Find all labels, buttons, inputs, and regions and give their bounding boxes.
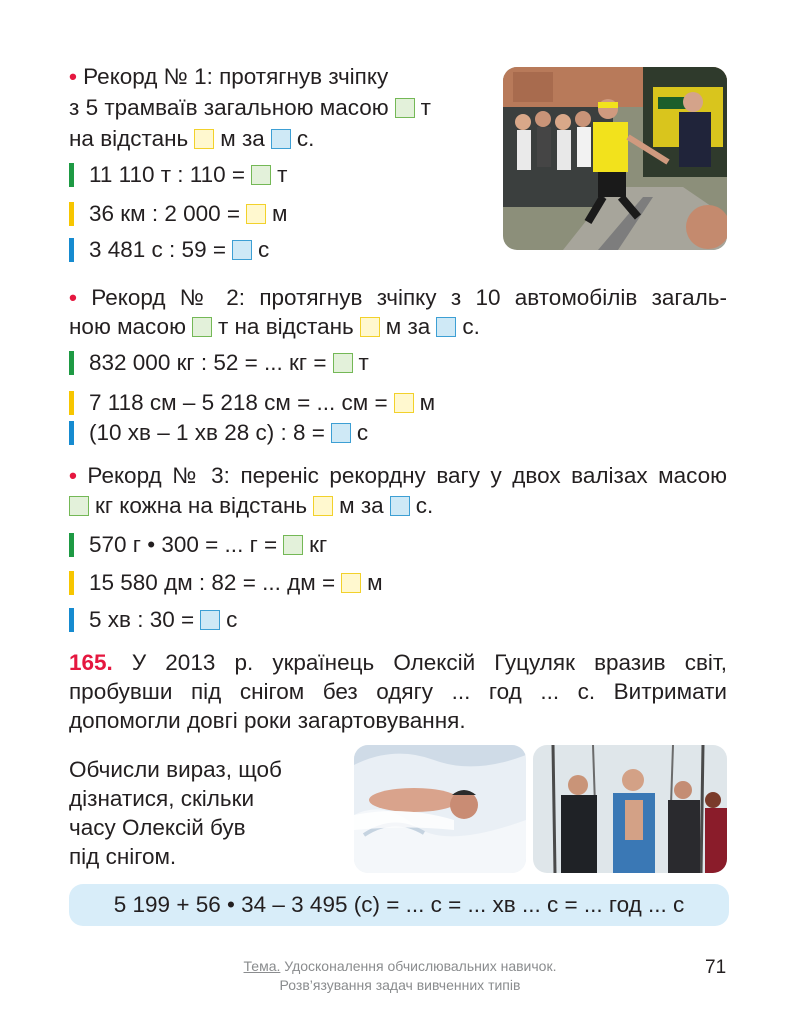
- task165-line1: 165. У 2013 р. українець Олексій Гуцуляк вразив світ,: [69, 650, 727, 675]
- record2-title: • Рекорд № 2: протягнув зчіпку з 10 автомобілів загаль-: [69, 285, 727, 310]
- green-marker-bar: [69, 533, 74, 557]
- snow-photo-illustration: [354, 745, 526, 873]
- answer-box-blue[interactable]: [232, 240, 252, 260]
- record1-title: • Рекорд № 1: протягнув зчіпку: [69, 64, 389, 89]
- record2-calc1: 832 000 кг : 52 = ... кг = т: [89, 350, 369, 375]
- answer-box-green[interactable]: [69, 496, 89, 516]
- record1-calc1: 11 110 т : 110 = т: [89, 162, 288, 187]
- page-number: 71: [705, 957, 727, 978]
- yellow-marker-bar: [69, 202, 74, 226]
- record1-line2: з 5 трамваїв загальною масою т: [69, 95, 431, 120]
- instruction-line3: часу Олексій був: [69, 815, 246, 840]
- bullet-icon: •: [69, 64, 77, 89]
- strongman-pulling-tram-photo: [503, 67, 727, 250]
- record2-line2: ною масою т на відстань м за с.: [69, 314, 480, 339]
- task-number: 165.: [69, 650, 113, 675]
- bullet-icon: •: [69, 285, 77, 310]
- answer-box-green[interactable]: [283, 535, 303, 555]
- instruction-line2: дізнатися, скільки: [69, 786, 255, 811]
- yellow-marker-bar: [69, 391, 74, 415]
- record3-calc3: 5 хв : 30 = с: [89, 607, 238, 632]
- record2-calc3: (10 хв – 1 хв 28 с) : 8 = с: [89, 420, 369, 445]
- instruction-line4: під снігом.: [69, 844, 177, 869]
- instruction-line1: Обчисли вираз, щоб: [69, 757, 282, 782]
- answer-box-blue[interactable]: [200, 610, 220, 630]
- answer-box-yellow[interactable]: [394, 393, 414, 413]
- answer-box-yellow[interactable]: [341, 573, 361, 593]
- answer-box-yellow[interactable]: [313, 496, 333, 516]
- footer-line2: Розв’язування задач вивченних типів: [279, 977, 521, 993]
- record1-calc3: 3 481 с : 59 = с: [89, 237, 270, 262]
- man-after-snow-crowd-photo: [533, 745, 727, 873]
- answer-box-yellow[interactable]: [360, 317, 380, 337]
- green-marker-bar: [69, 163, 74, 187]
- crowd-photo-illustration: [533, 745, 727, 873]
- record3-calc2: 15 580 дм : 82 = ... дм = м: [89, 570, 383, 595]
- record2-calc2: 7 118 см – 5 218 см = ... см = м: [89, 390, 436, 415]
- record3-line2: кг кожна на відстань м за с.: [63, 491, 433, 521]
- blue-marker-bar: [69, 421, 74, 445]
- record3-calc1: 570 г • 300 = ... г = кг: [89, 532, 328, 557]
- man-in-snow-photo: [354, 745, 526, 873]
- footer-line1: Тема. Удосконалення обчислювальних навичок.: [243, 958, 557, 974]
- blue-marker-bar: [69, 238, 74, 262]
- blue-marker-bar: [69, 608, 74, 632]
- answer-box-green[interactable]: [333, 353, 353, 373]
- footer-topic: [160, 957, 640, 995]
- record3-title: • Рекорд № 3: переніс рекордну вагу у двох валізах масою: [69, 463, 727, 488]
- bullet-icon: •: [69, 463, 77, 488]
- answer-box-blue[interactable]: [331, 423, 351, 443]
- record1-line3: на відстань м за с.: [69, 126, 315, 151]
- answer-box-green[interactable]: [192, 317, 212, 337]
- answer-box-blue[interactable]: [390, 496, 410, 516]
- answer-box-yellow[interactable]: [194, 129, 214, 149]
- task165-line2: пробувши під снігом без одягу ... год ... с. Витримати: [69, 679, 727, 704]
- task165-line3: допомогли довгі роки загартовування.: [69, 708, 466, 733]
- answer-box-blue[interactable]: [271, 129, 291, 149]
- answer-box-green[interactable]: [395, 98, 415, 118]
- answer-box-blue[interactable]: [436, 317, 456, 337]
- footer-tema-label: Тема.: [243, 958, 281, 974]
- yellow-marker-bar: [69, 571, 74, 595]
- answer-box-green[interactable]: [251, 165, 271, 185]
- record1-calc2: 36 км : 2 000 = м: [89, 201, 288, 226]
- green-marker-bar: [69, 351, 74, 375]
- answer-box-yellow[interactable]: [246, 204, 266, 224]
- strongman-photo-illustration: [503, 67, 727, 250]
- expression-formula: 5 199 + 56 • 34 – 3 495 (с) = ... с = ... хв ... с = ... год ... с: [69, 884, 729, 926]
